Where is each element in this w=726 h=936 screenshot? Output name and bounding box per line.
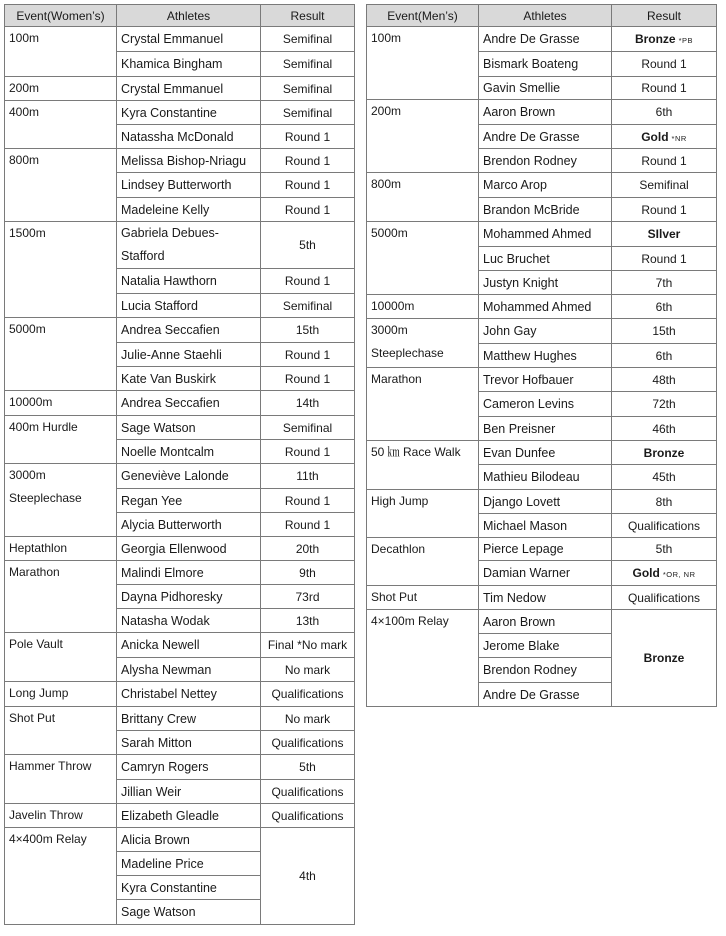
athlete-cell: Natasha Wodak (117, 609, 261, 633)
athlete-cell: Alicia Brown (117, 828, 261, 852)
result-value: Round 1 (641, 57, 687, 71)
event-cell: 4×100m Relay (367, 610, 479, 707)
result-cell (261, 391, 355, 416)
result-cell (612, 52, 717, 77)
result-value: Qualifications (627, 518, 701, 533)
athlete-cell: Georgia Ellenwood (117, 537, 261, 561)
result-value: 15th (295, 323, 320, 337)
athlete-cell: Crystal Emmanuel (117, 77, 261, 101)
athlete-cell: Bismark Boateng (479, 52, 612, 77)
athlete-cell: Sage Watson (117, 900, 261, 925)
athlete-cell: Pierce Lepage (479, 538, 612, 561)
athlete-cell: Mohammed Ahmed (479, 222, 612, 247)
result-cell (612, 441, 717, 465)
result-cell (261, 585, 355, 609)
result-cell (612, 247, 717, 271)
athlete-cell: Luc Bruchet (479, 247, 612, 271)
table-row (5, 464, 355, 489)
result-cell (612, 368, 717, 392)
athlete-cell: Gabriela Debues-Stafford (117, 222, 261, 269)
event-cell: 10000m (5, 391, 117, 416)
athlete-cell: Brendon Rodney (479, 658, 612, 683)
result-cell (261, 343, 355, 367)
result-value: 73rd (295, 589, 320, 604)
table-row (5, 804, 355, 828)
table-row (5, 828, 355, 852)
result-value: Round 1 (641, 153, 687, 168)
result-value: Round 1 (641, 202, 687, 217)
athlete-cell: Melissa Bishop-Nriagu (117, 149, 261, 173)
athlete-cell: Regan Yee (117, 489, 261, 513)
result-cell (261, 27, 355, 52)
result-value: 13th (295, 613, 320, 628)
table-row (5, 561, 355, 585)
athlete-cell: Kyra Constantine (117, 101, 261, 125)
athlete-cell: Brendon Rodney (479, 149, 612, 173)
result-value: Gold (632, 566, 660, 580)
athlete-cell: Julie-Anne Staehli (117, 343, 261, 367)
result-cell (261, 780, 355, 804)
table-row (5, 149, 355, 173)
result-cell (612, 561, 717, 586)
table-row (5, 318, 355, 343)
event-cell: Heptathlon (5, 537, 117, 561)
result-value: Round 1 (284, 153, 331, 168)
athlete-cell: Khamica Bingham (117, 52, 261, 77)
athlete-cell: Brittany Crew (117, 707, 261, 731)
result-cell (612, 465, 717, 490)
athlete-cell: Geneviève Lalonde (117, 464, 261, 489)
result-value: 5th (299, 760, 316, 774)
athlete-cell: Andrea Seccafien (117, 391, 261, 416)
athlete-cell: Malindi Elmore (117, 561, 261, 585)
athlete-cell: Andre De Grasse (479, 683, 612, 707)
womens-results-table (4, 4, 355, 925)
table-row (5, 27, 355, 52)
athlete-cell: Kate Van Buskirk (117, 367, 261, 391)
result-value: Semifinal (282, 420, 333, 435)
event-cell: High Jump (367, 490, 479, 538)
table-row (5, 391, 355, 416)
result-value: 46th (652, 421, 676, 436)
result-value: No mark (284, 711, 331, 726)
event-cell: 4×400m Relay (5, 828, 117, 925)
result-value: 48th (652, 372, 676, 387)
result-cell (612, 392, 717, 417)
athlete-cell: Natalia Hawthorn (117, 269, 261, 294)
athlete-cell: Mathieu Bilodeau (479, 465, 612, 490)
athlete-cell: Michael Mason (479, 514, 612, 538)
result-cell (261, 222, 355, 269)
result-value: Round 1 (284, 129, 331, 144)
result-value: 14th (295, 396, 320, 410)
result-value: No mark (284, 662, 331, 677)
result-cell (261, 489, 355, 513)
result-cell (261, 269, 355, 294)
result-cell (261, 464, 355, 489)
result-value: 72th (652, 397, 676, 411)
table-row (367, 173, 717, 198)
result-value: Semifinal (282, 105, 333, 120)
result-cell (612, 490, 717, 514)
result-cell (261, 609, 355, 633)
result-value: 6th (655, 105, 673, 119)
athlete-cell: Justyn Knight (479, 271, 612, 295)
table-row (5, 537, 355, 561)
event-cell: 1500m (5, 222, 117, 318)
result-cell (612, 586, 717, 610)
result-cell (261, 125, 355, 149)
result-cell: 4th (261, 828, 355, 925)
athlete-cell: Kyra Constantine (117, 876, 261, 900)
result-value: Bronze (634, 32, 676, 46)
result-value: Round 1 (641, 81, 687, 95)
result-cell (612, 149, 717, 173)
athlete-cell: Madeline Price (117, 852, 261, 876)
result-value: Semifinal (282, 32, 333, 46)
result-cell (261, 707, 355, 731)
result-cell (261, 101, 355, 125)
athlete-cell: Alycia Butterworth (117, 513, 261, 537)
result-value: Gold (641, 129, 669, 144)
event-cell: 3000m Steeplechase (5, 464, 117, 537)
event-cell: 800m (5, 149, 117, 222)
table-row (367, 222, 717, 247)
athlete-cell: John Gay (479, 319, 612, 344)
table-row (5, 707, 355, 731)
athlete-cell: Django Lovett (479, 490, 612, 514)
athlete-cell: Jerome Blake (479, 634, 612, 658)
event-cell: Long Jump (5, 682, 117, 707)
athlete-cell: Mohammed Ahmed (479, 295, 612, 319)
event-cell: Shot Put (5, 707, 117, 755)
event-column-header: Event(Men’s) (367, 5, 479, 27)
table-row (5, 633, 355, 658)
athlete-cell: Elizabeth Gleadle (117, 804, 261, 828)
athlete-cell: Sarah Mitton (117, 731, 261, 755)
athlete-cell: Camryn Rogers (117, 755, 261, 780)
table-body (5, 27, 355, 925)
table-row (5, 416, 355, 440)
event-cell: 10000m (367, 295, 479, 319)
athlete-cell: Aaron Brown (479, 100, 612, 125)
event-cell: 5000m (5, 318, 117, 391)
table-row (5, 101, 355, 125)
event-cell: Pole Vault (5, 633, 117, 682)
result-value: 9th (299, 565, 316, 580)
result-cell (261, 198, 355, 222)
record-note: *OR, NR (662, 570, 696, 579)
table-header (5, 5, 355, 27)
result-value: Round 1 (284, 347, 331, 362)
result-value: SIlver (647, 227, 681, 241)
result-cell (612, 417, 717, 441)
result-cell (612, 344, 717, 368)
athlete-cell: Brandon McBride (479, 198, 612, 222)
athlete-cell: Lucia Stafford (117, 294, 261, 318)
result-cell (612, 198, 717, 222)
athlete-cell: Andrea Seccafien (117, 318, 261, 343)
table-row (367, 27, 717, 52)
result-cell (261, 173, 355, 198)
result-value: Semifinal (639, 178, 689, 192)
event-cell: Hammer Throw (5, 755, 117, 804)
result-value: Round 1 (284, 371, 331, 386)
result-cell (612, 319, 717, 344)
event-cell: 100m (5, 27, 117, 77)
result-value: Round 1 (284, 274, 331, 288)
result-cell (261, 416, 355, 440)
event-cell: 3000m Steeplechase (367, 319, 479, 368)
event-cell: 200m (367, 100, 479, 173)
result-cell (261, 513, 355, 537)
table-row (5, 77, 355, 101)
table-row (367, 610, 717, 634)
athletes-column-header: Athletes (479, 5, 612, 27)
result-cell (261, 294, 355, 318)
result-value: Round 1 (284, 493, 331, 508)
result-value: 5th (299, 238, 316, 252)
result-cell (612, 125, 717, 149)
athlete-cell: Marco Arop (479, 173, 612, 198)
table-row (5, 682, 355, 707)
athlete-cell: Natassha McDonald (117, 125, 261, 149)
result-value: 11th (296, 469, 319, 483)
result-value: Qualifications (627, 590, 701, 605)
result-value: Bronze (643, 445, 685, 460)
result-value: 6th (655, 348, 673, 363)
athlete-cell: Aaron Brown (479, 610, 612, 634)
result-value: Semifinal (282, 81, 333, 96)
table-row (367, 441, 717, 465)
athlete-cell: Jillian Weir (117, 780, 261, 804)
athlete-cell: Noelle Montcalm (117, 440, 261, 464)
result-cell (612, 173, 717, 198)
athlete-cell: Andre De Grasse (479, 27, 612, 52)
result-value: Qualifications (271, 808, 344, 823)
result-value: Final *No mark (267, 638, 348, 652)
athlete-cell: Tim Nedow (479, 586, 612, 610)
result-cell (261, 658, 355, 682)
event-cell: Marathon (367, 368, 479, 441)
result-value: 8th (655, 494, 673, 509)
table-row (367, 319, 717, 344)
result-cell (612, 271, 717, 295)
table-row (367, 586, 717, 610)
table-row (5, 222, 355, 269)
result-cell (261, 52, 355, 77)
result-cell (612, 100, 717, 125)
result-cell (612, 538, 717, 561)
result-cell (261, 440, 355, 464)
event-cell: 400m (5, 101, 117, 149)
table-row (367, 100, 717, 125)
result-cell (261, 318, 355, 343)
athlete-cell: Ben Preisner (479, 417, 612, 441)
athlete-cell: Matthew Hughes (479, 344, 612, 368)
result-value: 7th (655, 275, 673, 290)
table-row (367, 538, 717, 561)
result-cell (261, 731, 355, 755)
athlete-cell: Andre De Grasse (479, 125, 612, 149)
result-cell (612, 27, 717, 52)
result-value: 20th (295, 541, 320, 556)
result-cell (261, 804, 355, 828)
athlete-cell: Cameron Levins (479, 392, 612, 417)
table-row (367, 368, 717, 392)
record-note: *NR (671, 133, 687, 143)
athlete-cell: Dayna Pidhoresky (117, 585, 261, 609)
athlete-cell: Anicka Newell (117, 633, 261, 658)
event-cell: 400m Hurdle (5, 416, 117, 464)
mens-results-table (366, 4, 717, 707)
result-value: 45th (652, 470, 676, 484)
result-value: Round 1 (641, 251, 687, 266)
athlete-cell: Christabel Nettey (117, 682, 261, 707)
result-cell (612, 77, 717, 100)
event-cell: 200m (5, 77, 117, 101)
result-value: Qualifications (271, 784, 344, 799)
result-cell (612, 514, 717, 538)
result-cell (261, 77, 355, 101)
result-cell (261, 367, 355, 391)
result-column-header: Result (612, 5, 717, 27)
result-cell (261, 537, 355, 561)
result-cell (612, 295, 717, 319)
table-header (367, 5, 717, 27)
result-cell: Bronze (612, 610, 717, 707)
athlete-cell: Alysha Newman (117, 658, 261, 682)
result-cell (261, 561, 355, 585)
result-value: Qualifications (271, 735, 344, 750)
athlete-cell: Trevor Hofbauer (479, 368, 612, 392)
result-cell (261, 149, 355, 173)
result-value: Semifinal (282, 57, 333, 71)
result-value: Round 1 (284, 202, 331, 217)
athlete-cell: Evan Dunfee (479, 441, 612, 465)
event-cell: 5000m (367, 222, 479, 295)
event-cell: 800m (367, 173, 479, 222)
athlete-cell: Madeleine Kelly (117, 198, 261, 222)
result-column-header: Result (261, 5, 355, 27)
result-value: 5th (655, 542, 673, 556)
athlete-cell: Lindsey Butterworth (117, 173, 261, 198)
result-value: Round 1 (284, 444, 331, 459)
event-cell: Shot Put (367, 586, 479, 610)
table-row (367, 295, 717, 319)
event-cell: Javelin Throw (5, 804, 117, 828)
result-cell (612, 222, 717, 247)
athletes-column-header: Athletes (117, 5, 261, 27)
event-cell: Marathon (5, 561, 117, 633)
result-cell (261, 682, 355, 707)
table-body (367, 27, 717, 707)
athlete-cell: Damian Warner (479, 561, 612, 586)
result-value: Round 1 (284, 178, 331, 192)
result-value: 15th (652, 324, 676, 338)
athlete-cell: Gavin Smellie (479, 77, 612, 100)
event-cell: Decathlon (367, 538, 479, 586)
result-value: Qualifications (271, 687, 344, 701)
table-row (5, 755, 355, 780)
event-cell: 50 ㎞ Race Walk (367, 441, 479, 490)
athlete-cell: Sage Watson (117, 416, 261, 440)
result-cell (261, 755, 355, 780)
result-value: Round 1 (284, 517, 331, 532)
event-cell: 100m (367, 27, 479, 100)
event-column-header: Event(Women’s) (5, 5, 117, 27)
table-row (367, 490, 717, 514)
result-cell (261, 633, 355, 658)
athlete-cell: Crystal Emmanuel (117, 27, 261, 52)
record-note: *PB (678, 36, 694, 45)
result-value: Semifinal (282, 298, 333, 313)
result-value: 6th (655, 299, 673, 314)
